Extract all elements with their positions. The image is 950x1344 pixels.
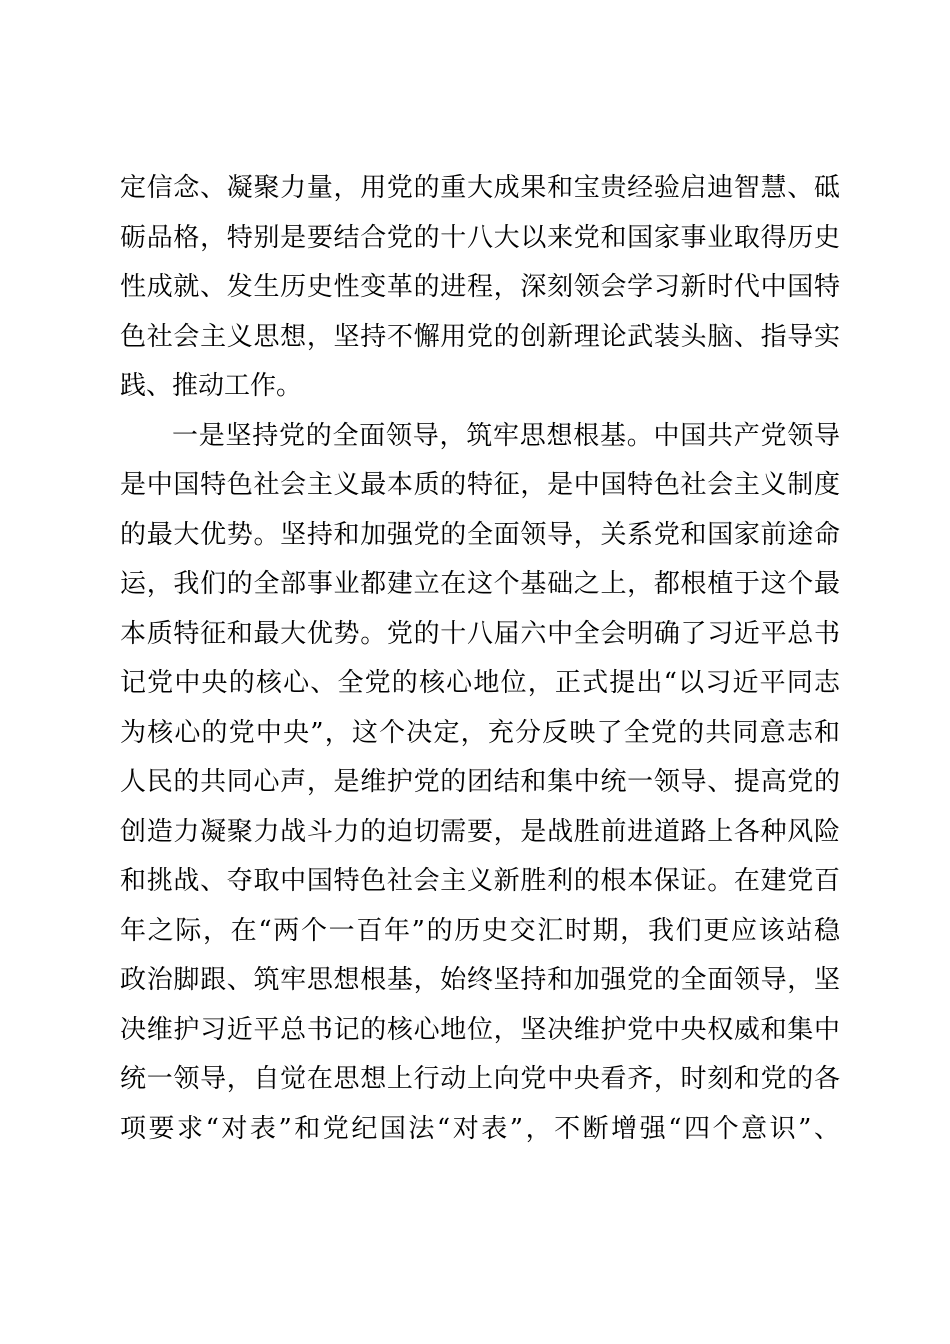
text-line-8: 的最大优势。坚持和加强党的全面领导，关系党和国家前途命 xyxy=(120,519,840,550)
text-line-3: 性成就、发生历史性变革的进程，深刻领会学习新时代中国特 xyxy=(120,272,840,302)
text-line-14: 创造力凝聚力战斗力的迫切需要，是战胜前进道路上各种风险 xyxy=(120,816,840,847)
text-line-19: 统一领导，自觉在思想上行动上向党中央看齐，时刻和党的各 xyxy=(120,1064,840,1094)
text-line-17: 政治脚跟、筑牢思想根基，始终坚持和加强党的全面领导，坚 xyxy=(120,965,840,995)
text-line-20: 项要求“对表”和党纪国法“对表”，不断增强“四个意识”、 xyxy=(120,1113,840,1144)
text-line-9: 运，我们的全部事业都建立在这个基础之上，都根植于这个最 xyxy=(120,569,840,599)
text-line-4: 色社会主义思想，坚持不懈用党的创新理论武装头脑、指导实 xyxy=(120,321,840,352)
text-line-6: 一是坚持党的全面领导，筑牢思想根基。中国共产党领导 xyxy=(172,420,840,451)
text-line-16: 年之际，在“两个一百年”的历史交汇时期，我们更应该站稳 xyxy=(120,915,840,946)
text-line-2: 砺品格，特别是要结合党的十八大以来党和国家事业取得历史 xyxy=(120,222,840,253)
text-line-7: 是中国特色社会主义最本质的特征，是中国特色社会主义制度 xyxy=(120,470,840,500)
text-line-11: 记党中央的核心、全党的核心地位，正式提出“以习近平同志 xyxy=(120,668,840,698)
text-line-12: 为核心的党中央”，这个决定，充分反映了全党的共同意志和 xyxy=(120,717,840,748)
body-text xyxy=(120,164,840,1154)
text-line-13: 人民的共同心声，是维护党的团结和集中统一领导、提高党的 xyxy=(120,767,840,797)
text-line-15: 和挑战、夺取中国特色社会主义新胜利的根本保证。在建党百 xyxy=(120,866,840,896)
text-line-1: 定信念、凝聚力量，用党的重大成果和宝贵经验启迪智慧、砥 xyxy=(120,173,840,203)
text-line-18: 决维护习近平总书记的核心地位，坚决维护党中央权威和集中 xyxy=(120,1014,840,1045)
text-line-10: 本质特征和最大优势。党的十八届六中全会明确了习近平总书 xyxy=(120,618,840,649)
text-line-5: 践、推动工作。 xyxy=(120,371,303,401)
